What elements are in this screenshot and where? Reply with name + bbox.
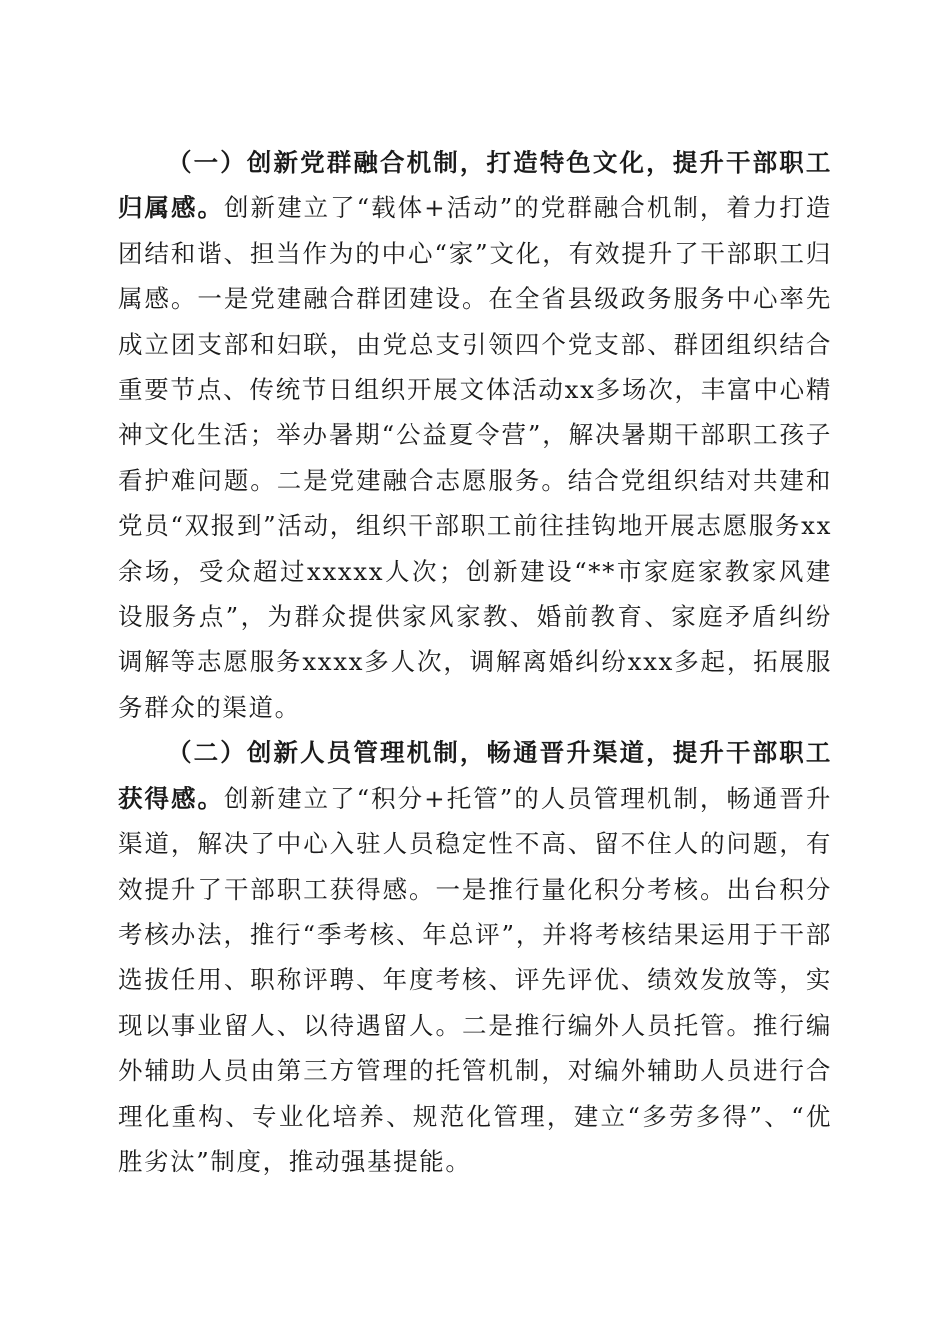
paragraph-text: 创新建立了“积分+托管”的人员管理机制，畅通晋升渠道，解决了中心入驻人员稳定性不高、留不住人的问题，有效提升了干部职工获得感。一是推行量化积分考核。出台积分考核办法，推行“季考核、年总评”，并将考核结果运用于干部选拔任用、职称评聘、年度考核、评先评优、绩效发放等，实现以事业留人、以待遇留人。二是推行编外人员托管。推行编外辅助人员由第三方管理的托管机制，对编外辅助人员进行合理化重构、专业化培养、规范化管理，建立“多劳多得”、“优胜劣汰”制度，推动强基提能。 bbox=[118, 783, 832, 1176]
paragraph-party-mass-integration bbox=[118, 140, 832, 730]
paragraph-heading: （一）创新党群融合机制，打造特色文化，提升干部职工归属感。 bbox=[118, 148, 832, 223]
paragraph-personnel-management bbox=[118, 730, 832, 1184]
document-body bbox=[118, 140, 832, 1184]
paragraph-heading: （二）创新人员管理机制，畅通晋升渠道，提升干部职工获得感。 bbox=[118, 738, 832, 813]
paragraph-text: 创新建立了“载体+活动”的党群融合机制，着力打造团结和谐、担当作为的中心“家”文化，有效提升了干部职工归属感。一是党建融合群团建设。在全省县级政务服务中心率先成立团支部和妇联，由党总支引领四个党支部、群团组织结合重要节点、传统节日组织开展文体活动xx多场次，丰富中心精神文化生活；举办暑期“公益夏令营”，解决暑期干部职工孩子看护难问题。二是党建融合志愿服务。结合党组织结对共建和党员“双报到”活动，组织干部职工前往挂钩地开展志愿服务xx余场，受众超过xxxxx人次；创新建设“**市家庭家教家风建设服务点”，为群众提供家风家教、婚前教育、家庭矛盾纠纷调解等志愿服务xxxx多人次，调解离婚纠纷xxx多起，拓展服务群众的渠道。 bbox=[118, 193, 832, 722]
